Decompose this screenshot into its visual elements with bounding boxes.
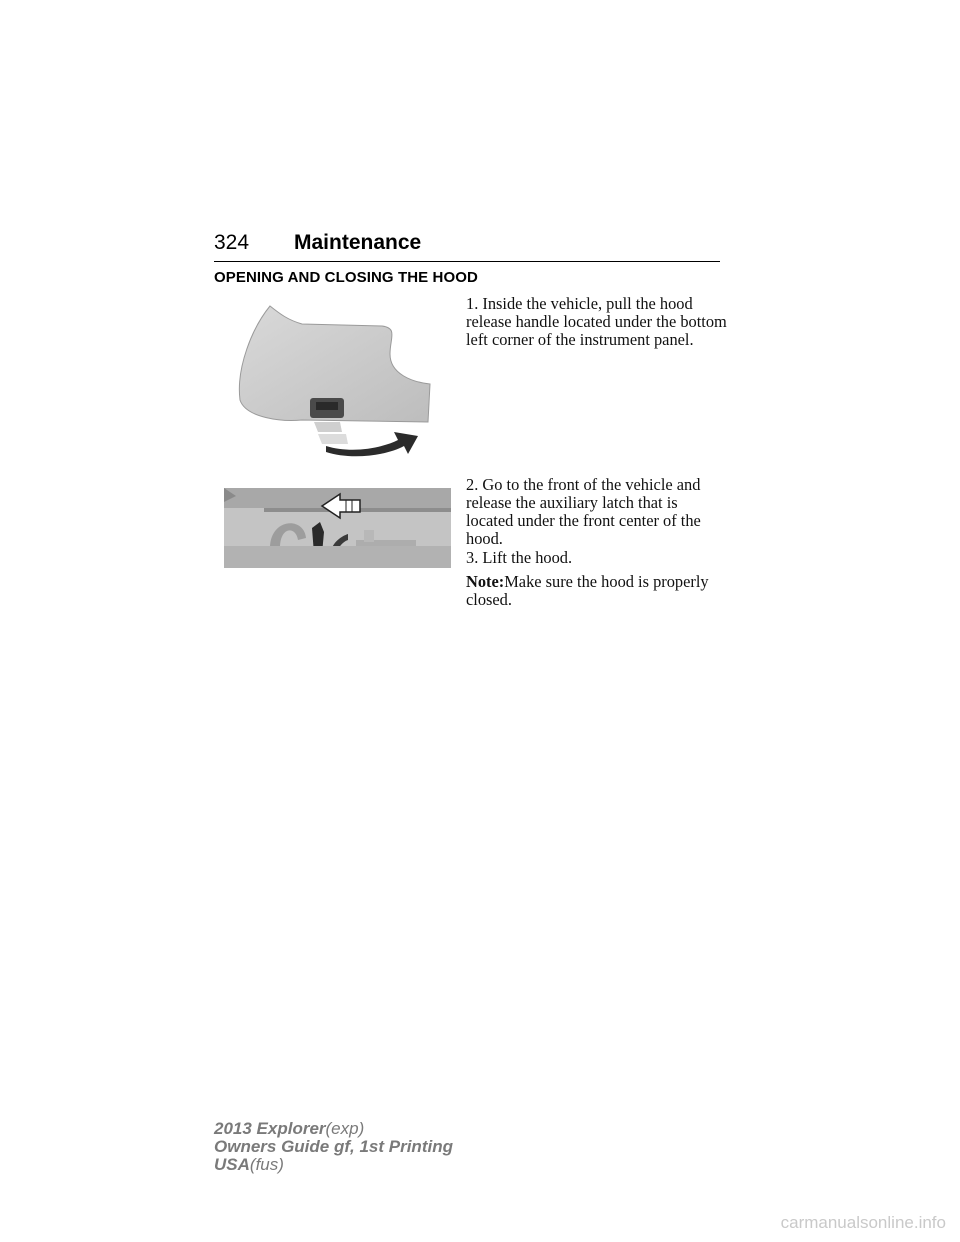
- document-footer: [214, 1120, 453, 1174]
- footer-line-1: [214, 1120, 453, 1138]
- footer-region: USA: [214, 1155, 250, 1174]
- footer-model: 2013 Explorer: [214, 1119, 326, 1138]
- section-title: Maintenance: [294, 231, 422, 254]
- note-text: [466, 573, 728, 609]
- footer-line-2: Owners Guide gf, 1st Printing: [214, 1137, 453, 1156]
- page-header: [214, 231, 720, 262]
- watermark: carmanualsonline.info: [780, 1213, 946, 1232]
- footer-region-code: (fus): [249, 1155, 284, 1174]
- step-2-text: 2. Go to the front of the vehicle and release the auxiliary latch that is located under the front center of the hood.: [466, 475, 701, 548]
- section-heading: OPENING AND CLOSING THE HOOD: [214, 269, 478, 286]
- footer-line-3: [214, 1156, 453, 1174]
- note-label: Note:: [466, 572, 505, 591]
- auxiliary-latch-illustration: [224, 488, 451, 568]
- hood-release-handle-illustration: [222, 298, 440, 458]
- step-3-text: 3. Lift the hood.: [466, 548, 573, 567]
- footer-model-code: (exp): [325, 1119, 365, 1138]
- page-number: 324: [214, 231, 250, 254]
- step-1-text: 1. Inside the vehicle, pull the hood release handle located under the bottom left corner of the instrument panel.: [466, 294, 727, 349]
- note-body: Make sure the hood is properly closed.: [466, 572, 709, 609]
